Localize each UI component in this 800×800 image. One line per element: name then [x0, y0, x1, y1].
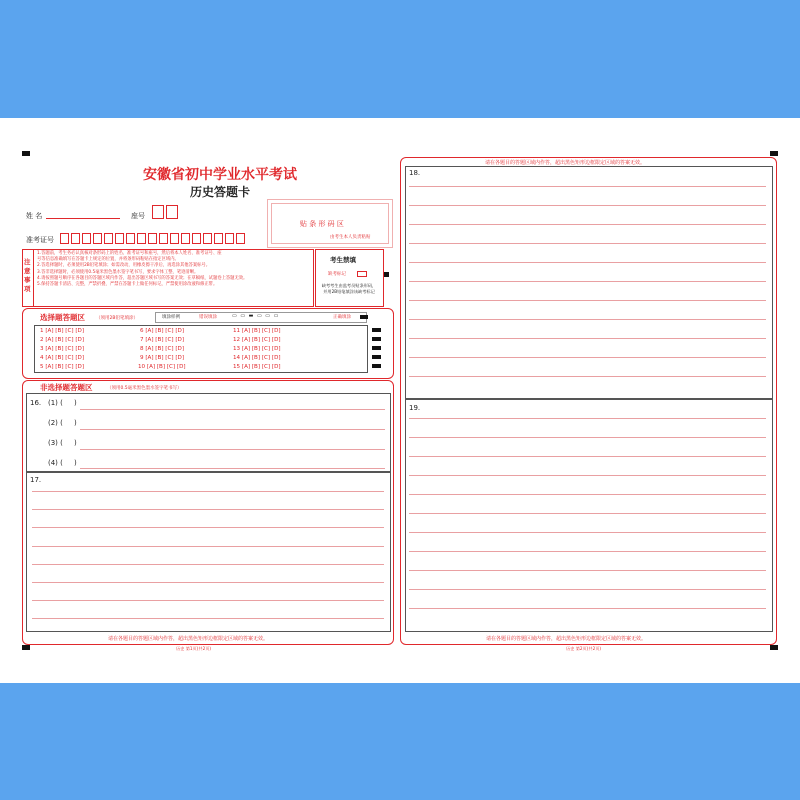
- choice-q[interactable]: 15 [A] [B] [C] [D]: [233, 364, 281, 370]
- exam-fill-title: 考生禁填: [330, 256, 356, 264]
- registration-mark: [22, 151, 30, 156]
- q16-area[interactable]: [26, 393, 391, 472]
- exam-title: 安徽省初中学业水平考试: [143, 167, 297, 183]
- choice-grid: [34, 325, 368, 373]
- choice-title: 选择题答题区: [40, 313, 85, 322]
- notice-line: 号等信息准确填写在答题卡上规定的位置，并将条形码粘贴在指定区域内。: [37, 257, 179, 263]
- answer-line[interactable]: [80, 449, 385, 450]
- q19-number: 19.: [409, 404, 421, 412]
- answer-line[interactable]: [80, 468, 385, 469]
- notice-line: 2.答选择题时，必须使用2B铅笔填涂；如需改动，用橡皮擦干净后，再选涂其他答案标号。: [37, 263, 211, 269]
- choice-q[interactable]: 13 [A] [B] [C] [D]: [233, 346, 281, 352]
- barcode-note: 由考生本人负责粘贴: [330, 235, 371, 240]
- registration-mark: [770, 645, 778, 650]
- choice-q[interactable]: 3 [A] [B] [C] [D]: [40, 346, 85, 352]
- registration-mark: [22, 645, 30, 650]
- choice-hint: （须用2B铅笔填涂）: [96, 316, 138, 321]
- notice-line: 1.答题前，考生务必认真核对条形码上的姓名、准考证号和座号，然后将本人姓名、准考证号、座: [37, 251, 222, 256]
- page2-number: 历史 第2页(共2页): [566, 646, 602, 651]
- choice-q[interactable]: 5 [A] [B] [C] [D]: [40, 364, 85, 370]
- q16-number: 16.: [30, 399, 42, 407]
- fill-sample-label: 填涂样例: [162, 315, 180, 320]
- barcode-label: 贴 条 形 码 区: [300, 220, 344, 228]
- right-fill-label: 正确填涂: [333, 315, 351, 320]
- notice-title: 注意事项: [24, 258, 31, 293]
- page2-header: 请在各题目的答题区域内作答，超出黑色矩形边框限定区域的答案无效。: [485, 160, 646, 166]
- timing-mark: [372, 346, 381, 350]
- nonchoice-title: 非选择题答题区: [40, 383, 93, 392]
- q17-area[interactable]: [26, 472, 391, 632]
- timing-mark: [372, 328, 381, 332]
- notice-list: [37, 251, 309, 288]
- page1-number: 历史 第1页(共2页): [176, 646, 212, 651]
- answer-line[interactable]: [80, 409, 385, 410]
- wrong-fill-examples: ▭ ▭ ▬ ▭ ▭ ▭: [232, 313, 280, 319]
- exam-no-boxes[interactable]: [60, 229, 247, 248]
- exam-fill-note: 缺考考生由监考员贴条形码，并用2B铅笔填涂该缺考标记: [321, 283, 377, 294]
- choice-q[interactable]: 12 [A] [B] [C] [D]: [233, 337, 281, 343]
- q16-part: (4) (: [48, 459, 63, 467]
- timing-mark: [372, 355, 381, 359]
- q18-number: 18.: [409, 169, 421, 177]
- timing-mark: [372, 337, 381, 341]
- choice-q[interactable]: 8 [A] [B] [C] [D]: [140, 346, 185, 352]
- notice-line: 5.保持答题卡清洁、完整，严禁折叠、严禁在答题卡上做任何标记，严禁使用涂改液和修正带。: [37, 282, 218, 288]
- q19-area[interactable]: [405, 399, 773, 632]
- name-label: 姓 名: [26, 212, 43, 220]
- choice-q[interactable]: 6 [A] [B] [C] [D]: [140, 328, 185, 334]
- q18-area[interactable]: [405, 166, 773, 399]
- choice-q[interactable]: 1 [A] [B] [C] [D]: [40, 328, 85, 334]
- notice-line: 3.答非选择题时，必须使用0.5毫米黑色墨水签字笔书写，要求字体工整、笔迹清晰。: [37, 269, 199, 275]
- nonchoice-hint: （须用0.5毫米黑色墨水签字笔书写）: [107, 386, 182, 391]
- answer-line[interactable]: [80, 429, 385, 430]
- right-fill-example: [360, 315, 368, 319]
- name-field[interactable]: [46, 218, 120, 219]
- q16-part: (3) (: [48, 439, 63, 447]
- exam-subtitle: 历史答题卡: [189, 185, 250, 199]
- exam-no-label: 准考证号: [26, 236, 54, 244]
- notice-line: 4.请按照题号顺序在各题目的答题区域内作答，超出答题区域书写的答案无效；在草稿纸、试题卷上答题无效。: [37, 275, 248, 281]
- choice-q[interactable]: 7 [A] [B] [C] [D]: [140, 337, 185, 343]
- seat-boxes[interactable]: [152, 204, 180, 223]
- choice-q[interactable]: 9 [A] [B] [C] [D]: [140, 355, 185, 361]
- q17-number: 17.: [30, 476, 42, 484]
- page1-footer: 请在各题目的答题区域内作答，超出黑色矩形边框限定区域的答案无效。: [108, 636, 269, 642]
- choice-q[interactable]: 2 [A] [B] [C] [D]: [40, 337, 85, 343]
- choice-q[interactable]: 4 [A] [B] [C] [D]: [40, 355, 85, 361]
- choice-q[interactable]: 14 [A] [B] [C] [D]: [233, 355, 281, 361]
- registration-mark: [770, 151, 778, 156]
- choice-q[interactable]: 10 [A] [B] [C] [D]: [138, 364, 186, 370]
- wrong-fill-label: 错误填涂: [199, 315, 217, 320]
- page2-footer: 请在各题目的答题区域内作答，超出黑色矩形边框限定区域的答案无效。: [486, 636, 647, 642]
- absent-mark-box[interactable]: [357, 271, 367, 277]
- absent-mark-label: 缺考标记: [328, 272, 346, 277]
- timing-mark: [372, 364, 381, 368]
- seat-label: 座号: [131, 212, 145, 220]
- q16-part: (1) (: [48, 399, 63, 407]
- choice-q[interactable]: 11 [A] [B] [C] [D]: [233, 328, 281, 334]
- q16-part: (2) (: [48, 419, 63, 427]
